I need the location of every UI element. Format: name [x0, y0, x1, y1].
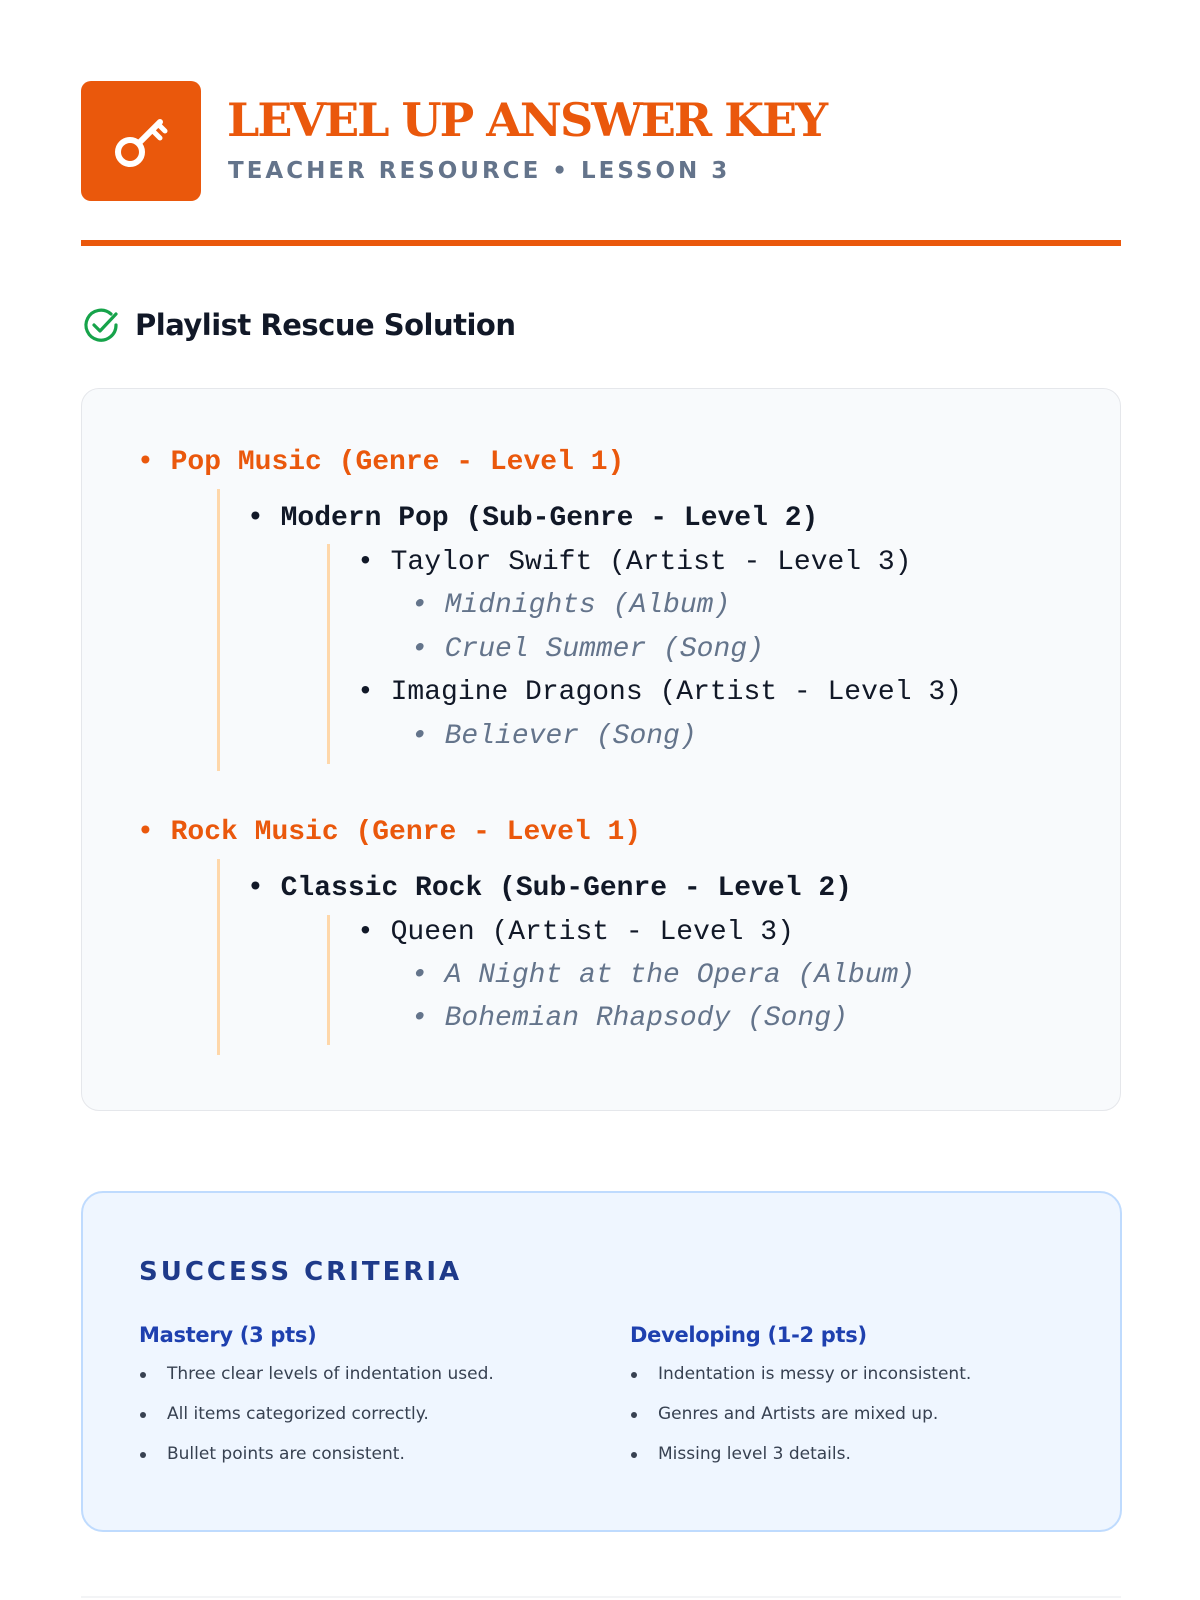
- artist-item: • Queen (Artist - Level 3): [357, 917, 794, 948]
- artist-item: • Imagine Dragons (Artist - Level 3): [357, 677, 962, 708]
- developing-list: [630, 1361, 1070, 1481]
- footer-divider: [81, 1596, 1121, 1598]
- section-heading: [81, 302, 516, 348]
- release-item: • A Night at the Opera (Album): [411, 960, 916, 991]
- release-item: • Midnights (Album): [411, 590, 731, 621]
- subgenre-item: • Classic Rock (Sub-Genre - Level 2): [247, 873, 852, 904]
- list-item: Bullet points are consistent.: [139, 1441, 579, 1481]
- indent-guide: [327, 544, 330, 764]
- release-item: • Believer (Song): [411, 721, 697, 752]
- criteria-title: SUCCESS CRITERIA: [139, 1257, 463, 1287]
- genre-item: • Rock Music (Genre - Level 1): [137, 817, 642, 848]
- header-divider: [81, 240, 1121, 246]
- key-icon: [108, 108, 174, 174]
- indent-guide: [217, 489, 220, 771]
- release-item: • Cruel Summer (Song): [411, 634, 764, 665]
- section-title: Playlist Rescue Solution: [135, 308, 516, 342]
- list-item: Indentation is messy or inconsistent.: [630, 1361, 1070, 1401]
- developing-title: Developing (1-2 pts): [630, 1323, 867, 1347]
- developing-column: [630, 1323, 1070, 1481]
- list-item: All items categorized correctly.: [139, 1401, 579, 1441]
- logo-badge: [81, 81, 201, 201]
- mastery-list: [139, 1361, 579, 1481]
- subgenre-item: • Modern Pop (Sub-Genre - Level 2): [247, 503, 819, 534]
- mastery-column: [139, 1323, 579, 1481]
- mastery-title: Mastery (3 pts): [139, 1323, 317, 1347]
- list-item: Missing level 3 details.: [630, 1441, 1070, 1481]
- list-item: Genres and Artists are mixed up.: [630, 1401, 1070, 1441]
- check-circle-icon: [81, 305, 121, 345]
- genre-item: • Pop Music (Genre - Level 1): [137, 447, 625, 478]
- indent-guide: [217, 859, 220, 1055]
- page-subtitle: TEACHER RESOURCE • LESSON 3: [228, 158, 731, 184]
- header: [81, 81, 1121, 201]
- indent-guide: [327, 915, 330, 1045]
- success-criteria-panel: [81, 1191, 1122, 1532]
- list-item: Three clear levels of indentation used.: [139, 1361, 579, 1401]
- page-title: LEVEL UP ANSWER KEY: [227, 93, 827, 147]
- artist-item: • Taylor Swift (Artist - Level 3): [357, 547, 912, 578]
- solution-card: [81, 388, 1121, 1111]
- release-item: • Bohemian Rhapsody (Song): [411, 1003, 848, 1034]
